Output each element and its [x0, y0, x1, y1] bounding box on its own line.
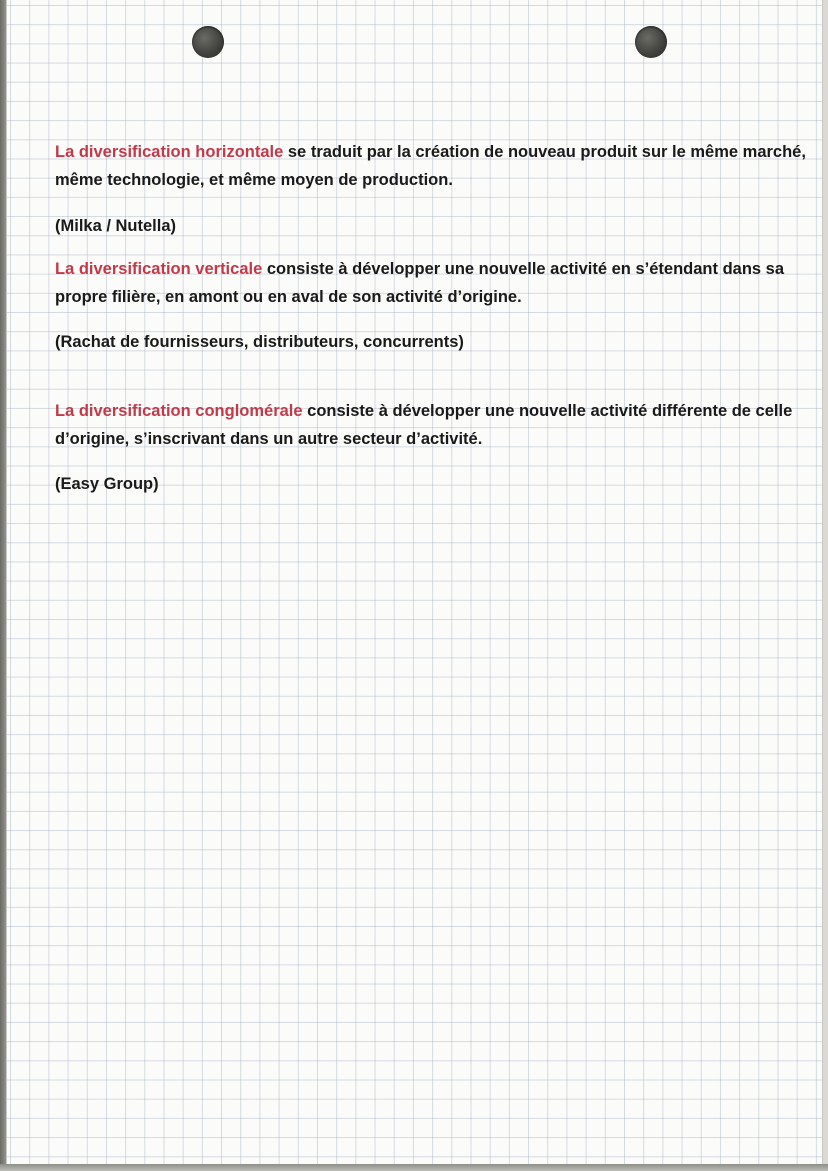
- definition-horizontal: se traduit par la création de nouveau produit sur le même marché, même technologie, et même moyen de production.: [55, 143, 806, 189]
- term-vertical-diversification: La diversification verticale: [55, 260, 263, 278]
- punch-hole-left: [192, 26, 224, 58]
- example-conglomerate: (Easy Group): [55, 475, 159, 493]
- example-horizontal: (Milka / Nutella): [55, 217, 177, 235]
- paragraph-horizontal-diversification: [55, 138, 815, 194]
- page-bottom-edge: [0, 1164, 828, 1171]
- example-vertical: (Rachat de fournisseurs, distributeurs, concurrents): [55, 333, 464, 351]
- paragraph-vertical-diversification: [55, 255, 815, 311]
- definition-conglomerate: consiste à développer une nouvelle activité différente de celle d’origine, s’inscrivant dans un autre secteur d’activité.: [55, 402, 793, 448]
- definition-vertical: consiste à développer une nouvelle activité en s’étendant dans sa propre filière, en amont ou en aval de son activité d’origine.: [55, 260, 785, 306]
- term-conglomerate-diversification: La diversification conglomérale: [55, 402, 303, 420]
- paragraph-conglomerate-diversification: [55, 397, 815, 453]
- page-left-edge: [0, 0, 7, 1171]
- punch-hole-right: [635, 26, 667, 58]
- term-horizontal-diversification: La diversification horizontale: [55, 143, 284, 161]
- grid-paper-sheet: [7, 0, 822, 1164]
